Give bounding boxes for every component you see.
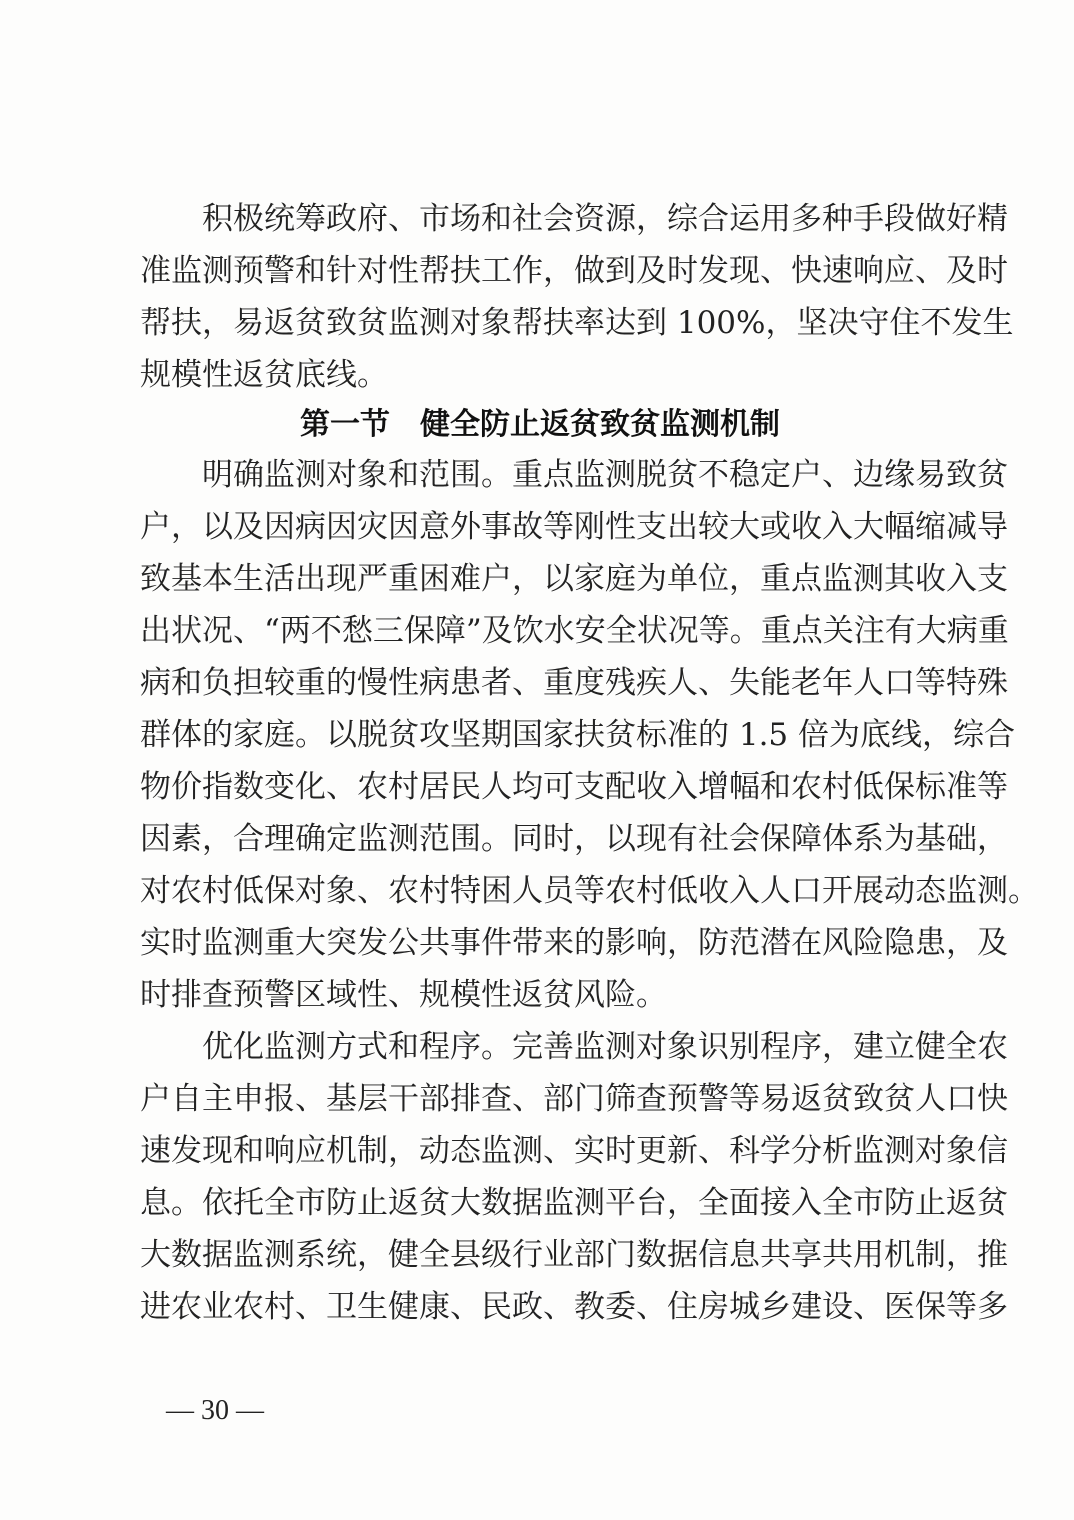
p1-line-1: 积极统筹政府、市场和社会资源，综合运用多种手段做好精 [202, 201, 1008, 237]
p3-line-6: 进农业农村、卫生健康、民政、教委、住房城乡建设、医保等多 [140, 1289, 1008, 1325]
p2-line-3: 致基本生活出现严重困难户，以家庭为单位，重点监测其收入支 [140, 561, 1008, 597]
p1-line-3: 帮扶，易返贫致贫监测对象帮扶率达到 100%，坚决守住不发生 [140, 305, 1014, 341]
p1-line-2: 准监测预警和针对性帮扶工作，做到及时发现、快速响应、及时 [140, 253, 1008, 289]
p2-line-4: 出状况、“两不愁三保障”及饮水安全状况等。重点关注有大病重 [140, 613, 1009, 649]
p2-line-9: 对农村低保对象、农村特困人员等农村低收入人口开展动态监测。 [140, 873, 1039, 909]
p3-line-4: 息。依托全市防止返贫大数据监测平台，全面接入全市防止返贫 [140, 1185, 1008, 1221]
p2-line-11: 时排查预警区域性、规模性返贫风险。 [140, 977, 667, 1013]
p2-line-10: 实时监测重大突发公共事件带来的影响，防范潜在风险隐患，及 [140, 925, 1008, 961]
p3-line-1: 优化监测方式和程序。完善监测对象识别程序，建立健全农 [202, 1029, 1008, 1065]
p2-line-5: 病和负担较重的慢性病患者、重度残疾人、失能老年人口等特殊 [140, 665, 1008, 701]
p2-line-1: 明确监测对象和范围。重点监测脱贫不稳定户、边缘易致贫 [202, 457, 1008, 493]
p2-line-7: 物价指数变化、农村居民人均可支配收入增幅和农村低保标准等 [140, 769, 1008, 805]
p2-line-2: 户，以及因病因灾因意外事故等刚性支出较大或收入大幅缩减导 [140, 509, 1008, 545]
p3-line-5: 大数据监测系统，健全县级行业部门数据信息共享共用机制，推 [140, 1237, 1008, 1273]
p2-line-6: 群体的家庭。以脱贫攻坚期国家扶贫标准的 1.5 倍为底线，综合 [140, 717, 1016, 753]
p1-line-4: 规模性返贫底线。 [140, 357, 388, 393]
p2-line-8: 因素，合理确定监测范围。同时，以现有社会保障体系为基础， [140, 821, 1008, 857]
p3-line-3: 速发现和响应机制，动态监测、实时更新、科学分析监测对象信 [140, 1133, 1008, 1169]
section-heading: 第一节 健全防止返贫致贫监测机制 [300, 407, 780, 442]
page-number: — 30 — [166, 1395, 264, 1426]
p3-line-2: 户自主申报、基层干部排查、部门筛查预警等易返贫致贫人口快 [140, 1081, 1008, 1117]
